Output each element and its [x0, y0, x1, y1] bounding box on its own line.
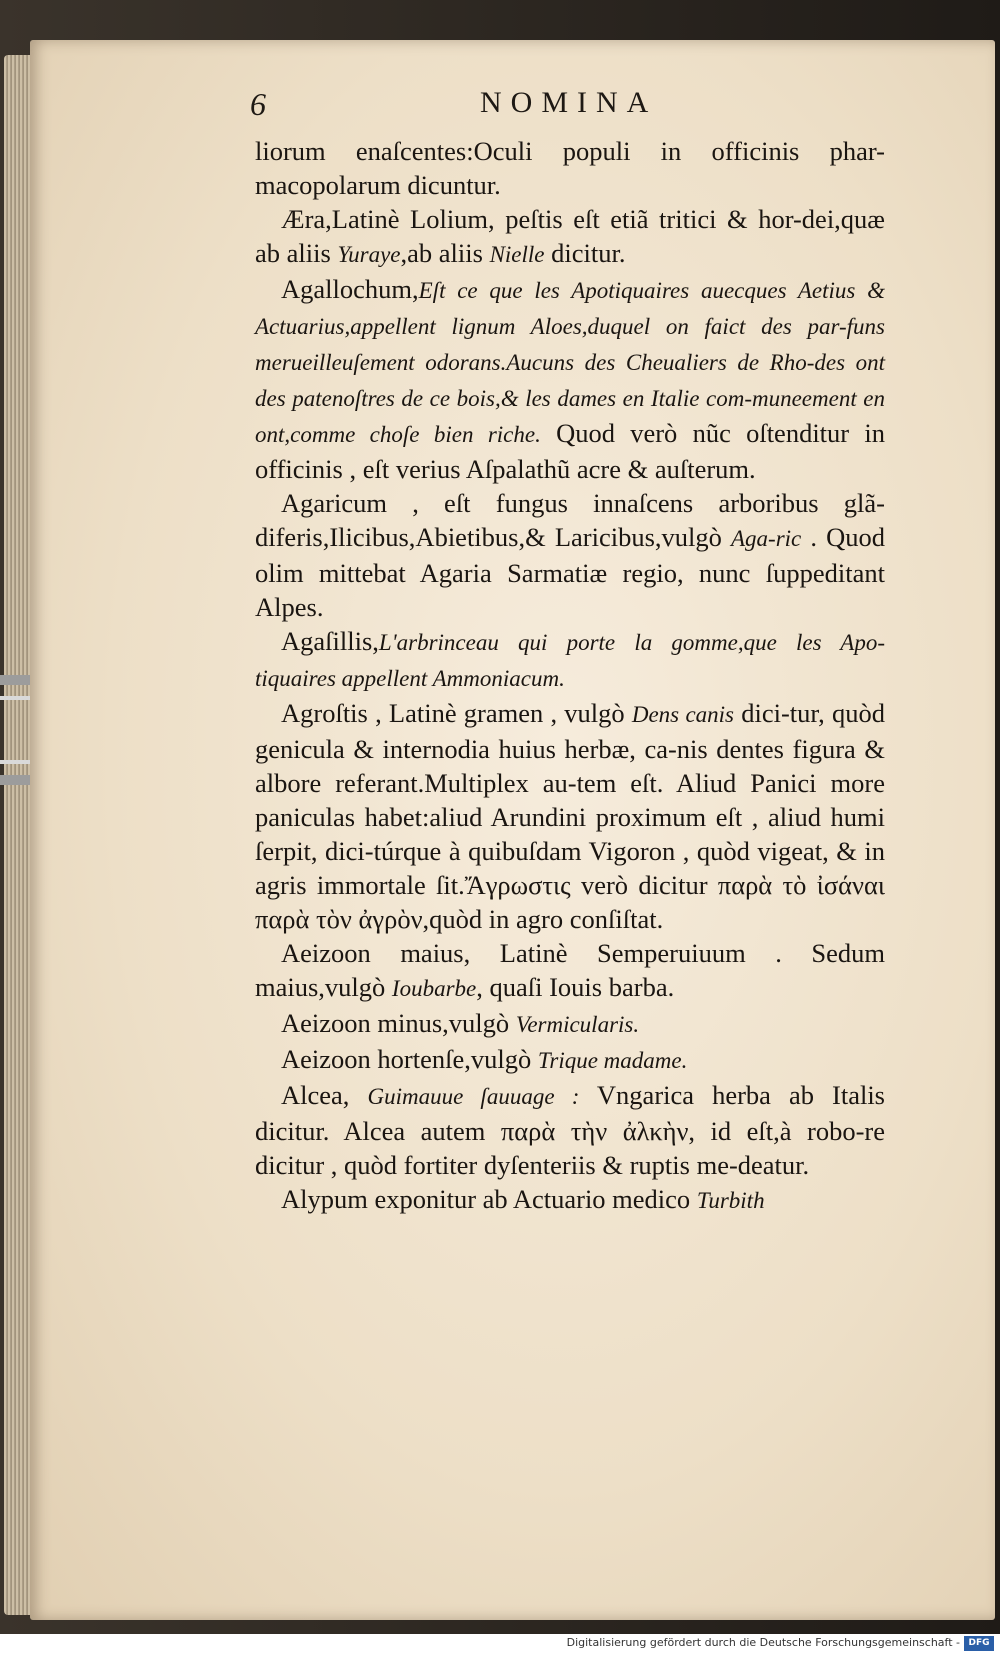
italic-text: L'arbrinceau qui porte la gomme,que les Apo-tiquaires appellent Ammoniacum. — [255, 630, 885, 691]
italic-text: Ioubarbe — [391, 976, 477, 1001]
italic-text: Yuraye — [337, 242, 401, 267]
text-run: Vngarica herba ab Italis dicitur. Alcea autem παρὰ τὴν ἀλκὴν, id eſt,à robo-re dicitur , quòd fortiter dyſenteriis & ruptis me-deatur. — [255, 1080, 885, 1180]
paragraph — [255, 202, 885, 272]
page-number: 6 — [250, 86, 266, 122]
text-run: Aeizoon minus,vulgò — [281, 1008, 516, 1038]
running-head: NOMINA — [480, 86, 658, 119]
text-run: , quaſi Iouis barba. — [476, 972, 675, 1002]
paragraph — [255, 1042, 885, 1078]
paragraph — [255, 696, 885, 936]
italic-text: Eſt ce que les Apotiquaires auecques Aetius & Actuarius,appellent lignum Aloes,duquel on faict des par-funs merueilleuſement odorans.Aucuns des Cheualiers de Rho-des ont des patenoſtres de ce bois,& les dames en Italie com-muneement en ont,comme choſe bien riche. — [255, 278, 885, 447]
text-run: Alcea, — [281, 1080, 368, 1110]
text-run: Agaricum , eſt fungus innaſcens arboribus glã-diferis,Ilicibus,Abietibus,& Laricibus,vulgò — [255, 488, 885, 552]
italic-text: Nielle — [489, 242, 545, 267]
paragraph — [255, 134, 885, 202]
paragraph — [255, 486, 885, 624]
page-text — [255, 134, 885, 1218]
dfg-logo: DFG — [964, 1636, 994, 1651]
text-run: Aeizoon maius, Latinè Semperuiuum . Sedum maius,vulgò — [255, 938, 885, 1002]
text-run: liorum enaſcentes:Oculi populi in officinis phar-macopolarum dicuntur. — [255, 136, 885, 200]
italic-text: Aga-ric — [731, 526, 802, 551]
italic-text: Vermicularis. — [515, 1012, 640, 1037]
text-run: dici-tur, quòd genicula & internodia huius herbæ, ca-nis dentes figura & albore referant.Multiplex au-tem eſt. Aliud Panici more paniculas habet:aliud Arundini proximum eſt , aliud humi ſerpit, dici-túrque à quibuſdam Vigoron , quòd vigeat, & in agris immortale ſit.Ἄγρωστις verò dicitur παρὰ τὸ ἰσάναι παρὰ τὸν ἀγρὸν,quòd in agro conſiſtat. — [255, 698, 885, 934]
text-run: Agallochum, — [281, 274, 419, 304]
text-run: Agaſillis, — [281, 626, 379, 656]
text-run: dicitur. — [544, 238, 626, 268]
italic-text: Dens canis — [631, 702, 735, 727]
text-run: Aeizoon hortenſe,vulgò — [281, 1044, 538, 1074]
italic-text: Guimauue ſauuage : — [367, 1084, 580, 1109]
footer-credit: Digitalisierung gefördert durch die Deutsche Forschungsgemeinschaft - — [566, 1636, 960, 1649]
text-run: Æra,Latinè Lolium, peſtis eſt etiã tritici & hor-dei,quæ ab aliis — [255, 204, 885, 268]
page-header — [250, 86, 850, 126]
text-run: ,ab aliis — [400, 238, 490, 268]
paragraph — [255, 1182, 885, 1218]
text-run: Quod verò nũc oſtenditur in officinis , eſt verius Aſpalathũ acre & auſterum. — [255, 418, 885, 484]
paragraph — [255, 1006, 885, 1042]
text-run: Agroſtis , Latinè gramen , vulgò — [281, 698, 632, 728]
paragraph — [255, 936, 885, 1006]
paragraph — [255, 272, 885, 486]
paragraph — [255, 1078, 885, 1182]
italic-text: Turbith — [696, 1188, 765, 1213]
text-run: . Quod olim mittebat Agaria Sarmatiæ regio, nunc ſuppeditant Alpes. — [255, 522, 885, 622]
italic-text: Trique madame. — [537, 1048, 688, 1073]
text-run: Alypum exponitur ab Actuario medico — [281, 1184, 697, 1214]
footer-bar — [0, 1634, 1000, 1655]
paragraph — [255, 624, 885, 696]
